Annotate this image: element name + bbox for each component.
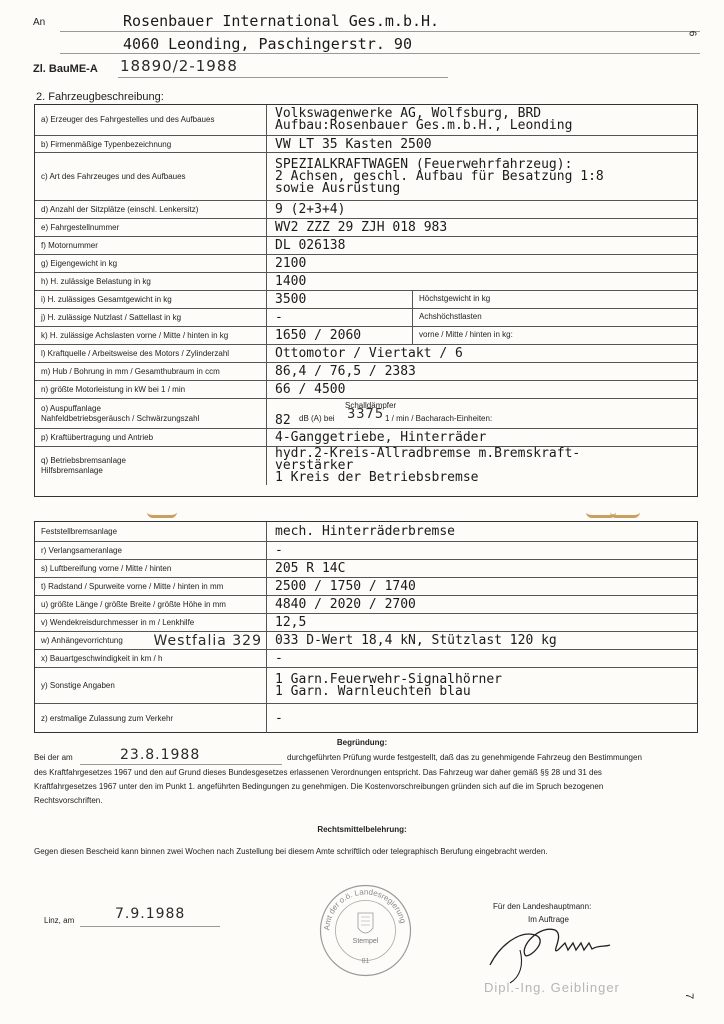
row-value: 1400 (275, 274, 307, 289)
table-row (35, 362, 697, 381)
reasoning-text-2: des Kraftfahrgesetzes 1967 und den auf Grund dieses Bundesgesetzes erlassenen Verordnungen entspricht. Das Fahrzeug war daher gemäß §§ 28 und 31 des (34, 768, 602, 777)
recipient-address: 4060 Leonding, Paschingerstr. 90 (123, 35, 412, 53)
row-label: b) Firmenmäßige Typenbezeichnung (35, 136, 267, 153)
row-label: w) Anhängevorrichtung (35, 632, 267, 650)
table-row (35, 344, 697, 363)
table-row (35, 254, 697, 273)
row-value: - (275, 710, 283, 726)
authority-label: Für den Landeshauptmann: (493, 902, 592, 911)
page-mark: 6 (686, 30, 698, 37)
row-value-cell (267, 596, 697, 614)
row-value-cell (267, 560, 697, 578)
row-label: r) Verlangsameranlage (35, 542, 267, 560)
file-number-rule (118, 77, 448, 78)
row-value: 033 D-Wert 18,4 kN, Stützlast 120 kg (275, 633, 557, 648)
row-value-cell (267, 614, 697, 632)
row-value-cell (267, 219, 697, 237)
table-row (35, 649, 697, 668)
inspection-date: 23.8.1988 (120, 747, 201, 763)
noise-unit: dB (A) bei (299, 414, 335, 423)
reasoning-text-1: durchgeführten Prüfung wurde festgestellt, daß das zu genehmigende Fahrzeug den Bestimmungen (287, 753, 642, 762)
row-label: t) Radstand / Spurweite vorne / Mitte / hinten in mm (35, 578, 267, 596)
table-row (35, 200, 697, 219)
reasoning-intro: Bei der am (34, 753, 73, 762)
row-value-cell (267, 447, 697, 485)
table-row (35, 135, 697, 153)
row-value-cell (267, 650, 697, 668)
noise-rpm: 3375 (347, 407, 385, 422)
row-value: 3500 (275, 292, 307, 307)
row-label: o) Auspuffanlage Nahfeldbetriebsgeräusch / Schwärzungszahl (35, 399, 267, 429)
row-value: 86,4 / 76,5 / 2383 (275, 364, 416, 379)
stamp-number: 81 (361, 958, 370, 965)
table-row (35, 326, 697, 345)
table-row (35, 380, 697, 399)
file-number-label: Zl. BauME-A (33, 63, 98, 75)
reasoning-text-4: Rechtsvorschriften. (34, 796, 103, 805)
row-value-cell (267, 201, 697, 219)
row-value-cell (267, 237, 697, 255)
row-value: 1650 / 2060 (275, 328, 362, 343)
row-value-cell (267, 542, 697, 560)
coat-of-arms-icon (358, 913, 373, 933)
row-value: 82 (275, 413, 291, 428)
appeal-title: Rechtsmittelbelehrung: (317, 825, 407, 834)
addressee-label: An (33, 17, 46, 28)
row-value-cell (267, 381, 697, 399)
table-row (35, 559, 697, 578)
row-value: 9 (2+3+4) (275, 202, 346, 217)
table-row (35, 308, 697, 327)
row-label: z) erstmalige Zulassung zum Verkehr (35, 704, 267, 733)
issue-date: 7.9.1988 (115, 906, 186, 922)
table-row (35, 541, 697, 560)
row-value: - (275, 651, 283, 666)
row-label: i) H. zulässiges Gesamtgewicht in kg (35, 291, 267, 309)
appeal-text: Gegen diesen Bescheid kann binnen zwei Wochen nach Zustellung bei diesem Amte schriftlich oder telegraphisch Berufung eingebracht werden. (34, 847, 548, 856)
row-value: hydr.2-Kreis-Allradbremse m.Bremskraft- verstärker 1 Kreis der Betriebsbremse (275, 446, 581, 485)
row-label: h) H. zulässige Belastung in kg (35, 273, 267, 291)
row-label: x) Bauartgeschwindigkeit in km / h (35, 650, 267, 668)
table-row (35, 152, 697, 201)
stamp-center-text: Stempel (352, 938, 379, 945)
row-value: DL 026138 (275, 238, 346, 253)
table-row (35, 667, 697, 704)
row-value: VW LT 35 Kasten 2500 (275, 136, 432, 152)
row-value-cell (267, 327, 697, 345)
table-row (35, 105, 697, 135)
table-row (35, 446, 697, 485)
date-rule (80, 926, 220, 927)
address-rule (60, 31, 700, 32)
row-label: s) Luftbereifung vorne / Mitte / hinten (35, 560, 267, 578)
row-side-label: Achshöchstlasten (412, 309, 697, 327)
row-value-cell (267, 105, 697, 135)
table-row (35, 428, 697, 447)
row-value-cell (267, 309, 697, 327)
row-value-cell (267, 273, 697, 291)
row-label: g) Eigengewicht in kg (35, 255, 267, 273)
table-row (35, 398, 697, 429)
row-label: d) Anzahl der Sitzplätze (einschl. Lenkersitz) (35, 201, 267, 219)
row-side-label: vorne / Mitte / hinten in kg: (412, 327, 697, 345)
row-value: 2500 / 1750 / 1740 (275, 579, 416, 594)
paper-clip-mark (147, 505, 177, 518)
row-value: mech. Hinterräderbremse (275, 523, 456, 539)
paper-clip-mark (610, 505, 640, 518)
row-label: a) Erzeuger des Fahrgestelles und des Aufbaues (35, 105, 267, 135)
row-label: f) Motornummer (35, 237, 267, 255)
row-label: n) größte Motorleistung in kW bei 1 / min (35, 381, 267, 399)
row-value: - (275, 543, 283, 558)
row-value-cell (267, 363, 697, 381)
row-value-cell (267, 704, 697, 733)
row-value: 4-Ganggetriebe, Hinterräder (275, 430, 487, 445)
date-rule (80, 764, 282, 765)
row-value-cell (267, 291, 697, 309)
row-value: 4840 / 2020 / 2700 (275, 597, 416, 612)
table-row (35, 218, 697, 237)
file-number-value: 18890/2-1988 (120, 57, 238, 75)
place-date-label: Linz, am (44, 916, 75, 925)
row-label: p) Kraftübertragung und Antrieb (35, 429, 267, 447)
signer-name-stamp: Dipl.-Ing. Geiblinger (484, 980, 620, 995)
row-label: Feststellbremsanlage (35, 522, 267, 541)
section-title: 2. Fahrzeugbeschreibung: (36, 91, 164, 103)
row-value: 12,5 (275, 615, 307, 630)
row-label: k) H. zulässige Achslasten vorne / Mitte / hinten in kg (35, 327, 267, 345)
table-row (35, 522, 697, 541)
reasoning-text-3: Kraftfahrgesetzes 1967 unter den im Punkt 1. angeführten Bedingungen zu genehmigen. Die Kostenvorschreibungen gründen sich auf die im Spruch bezogenen (34, 782, 604, 791)
row-side-label: Höchstgewicht in kg (412, 291, 697, 309)
table-row (35, 290, 697, 309)
row-label: y) Sonstige Angaben (35, 668, 267, 704)
row-value: Ottomotor / Viertakt / 6 (275, 346, 463, 361)
row-value-cell (267, 668, 697, 704)
reasoning-title: Begründung: (336, 738, 388, 747)
row-value: - (275, 310, 283, 325)
on-behalf-label: Im Auftrage (528, 915, 569, 924)
row-value: 1 Garn.Feuerwehr-Signalhörner 1 Garn. Warnleuchten blau (275, 672, 502, 699)
row-value-cell (267, 632, 697, 650)
row-value-cell (267, 429, 697, 447)
official-stamp (318, 883, 413, 978)
table-row (35, 631, 697, 650)
row-value-cell (267, 345, 697, 363)
row-label: l) Kraftquelle / Arbeitsweise des Motors / Zylinderzahl (35, 345, 267, 363)
table-row (35, 703, 697, 733)
row-label: m) Hub / Bohrung in mm / Gesamthubraum in ccm (35, 363, 267, 381)
address-rule (60, 53, 700, 54)
noise-suffix: 1 / min / Bacharach-Einheiten: (385, 414, 493, 423)
table-row (35, 272, 697, 291)
table-row (35, 595, 697, 614)
row-value: SPEZIALKRAFTWAGEN (Feuerwehrfahrzeug): 2 Achsen, geschl. Aufbau für Besatzung 1:8 sowie Ausrüstung (275, 157, 604, 196)
row-value-cell (267, 522, 697, 541)
row-value: 66 / 4500 (275, 382, 346, 397)
row-value-cell (267, 399, 697, 429)
recipient-name: Rosenbauer International Ges.m.b.H. (123, 12, 440, 30)
noise-note: Schalldämpfer (345, 401, 397, 410)
row-label: j) H. zulässige Nutzlast / Sattellast in kg (35, 309, 267, 327)
table-row (35, 613, 697, 632)
row-label: c) Art des Fahrzeuges und des Aufbaues (35, 153, 267, 201)
row-label: q) Betriebsbremsanlage Hilfsbremsanlage (35, 447, 267, 485)
row-value-cell (267, 578, 697, 596)
row-label: u) größte Länge / größte Breite / größte Höhe in mm (35, 596, 267, 614)
row-value: Volkswagenwerke AG, Wolfsburg, BRD Aufbau:Rosenbauer Ges.m.b.H., Leonding (275, 106, 573, 133)
page-mark: 7 (683, 992, 696, 1000)
row-value-cell (267, 255, 697, 273)
stamp-ring-text: Amt der o.ö. Landesregierung (322, 887, 408, 931)
vehicle-description-table (34, 104, 698, 497)
row-value-cell (267, 136, 697, 153)
table-row (35, 236, 697, 255)
row-label: e) Fahrgestellnummer (35, 219, 267, 237)
row-label: v) Wendekreisdurchmesser in m / Lenkhilfe (35, 614, 267, 632)
row-value-cell (267, 153, 697, 201)
row-value: 205 R 14C (275, 561, 346, 576)
row-value: WV2 ZZZ 29 ZJH 018 983 (275, 220, 448, 235)
vehicle-description-table-continued (34, 521, 698, 733)
hitch-maker: Westfalia 329 (153, 633, 262, 649)
row-value: 2100 (275, 256, 307, 271)
table-row (35, 577, 697, 596)
